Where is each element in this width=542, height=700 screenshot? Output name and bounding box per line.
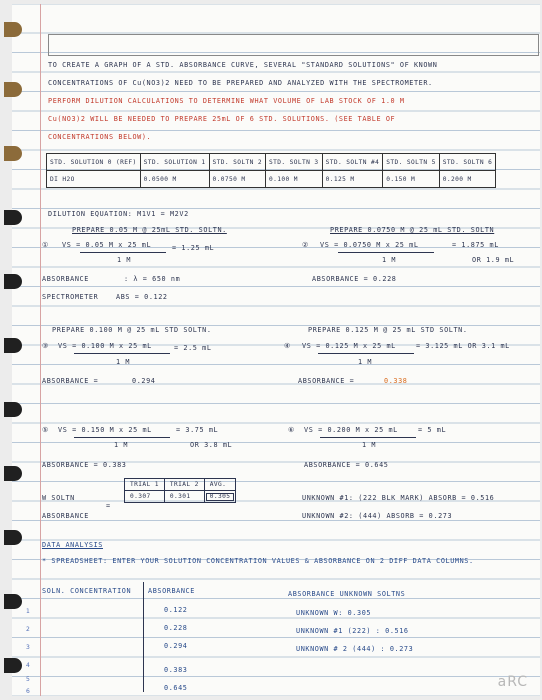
table-header-cell: STD. SOLTN #4 <box>322 154 383 171</box>
s2-prepare: PREPARE 0.0750 M @ 25 mL STD. SOLTN <box>330 226 495 234</box>
fraction-bar <box>74 437 170 438</box>
table-cell: 0.305 <box>204 491 236 503</box>
unknown-row: UNKNOWN #1 (222) : 0.516 <box>296 627 409 635</box>
absorbance-value: 0.645 <box>164 684 188 692</box>
absorbance-value: 0.383 <box>164 666 188 674</box>
absorbance-value: 0.294 <box>164 642 188 650</box>
s5-calc: VS = 0.150 M x 25 mL <box>58 426 152 434</box>
fraction-bar <box>338 252 434 253</box>
unknown-soltns-title: ABSORBANCE UNKNOWN SOLTNS <box>288 590 406 598</box>
s4-denominator: 1 M <box>358 358 373 366</box>
table-header-cell: STD. SOLTN 6 <box>439 154 496 171</box>
binder-hole <box>4 82 22 97</box>
table-header-cell: STD. SOLUTION 0 (REF) <box>47 154 141 171</box>
s4-absorbance-value: 0.338 <box>384 377 408 385</box>
trial-table <box>124 478 236 503</box>
fraction-bar <box>74 353 170 354</box>
s2-alt-result: OR 1.9 mL <box>472 256 515 264</box>
binder-hole <box>4 22 22 37</box>
intro-line-1: TO CREATE A GRAPH OF A STD. ABSORBANCE CURVE, SEVERAL "STANDARD SOLUTIONS" OF KNOWN <box>48 61 438 69</box>
s1-denominator: 1 M <box>117 256 132 264</box>
binder-hole <box>4 274 22 289</box>
s4-number: ④ <box>284 342 291 350</box>
s1-spectrometer-label: SPECTROMETER <box>42 293 99 301</box>
s3-calc: VS = 0.100 M x 25 mL <box>58 342 152 350</box>
unknown-row: UNKNOWN W: 0.305 <box>296 609 372 617</box>
s5-denominator: 1 M <box>114 441 129 449</box>
table-cell: 0.301 <box>164 491 204 503</box>
s2-result: = 1.875 mL <box>452 241 499 249</box>
spreadsheet-row-number: 4 <box>26 662 30 669</box>
unknown-row: UNKNOWN # 2 (444) : 0.273 <box>296 645 414 653</box>
binder-hole <box>4 338 22 353</box>
w-absorbance-label: ABSORBANCE <box>42 512 89 520</box>
absorbance-value: 0.122 <box>164 606 188 614</box>
binder-hole <box>4 658 22 673</box>
s3-denominator: 1 M <box>116 358 131 366</box>
s1-result: = 1.25 mL <box>172 244 215 252</box>
column-header-concentration: SOLN. CONCENTRATION <box>42 587 132 595</box>
s2-denominator: 1 M <box>382 256 397 264</box>
table-header-cell: STD. SOLTN 5 <box>383 154 440 171</box>
spreadsheet-row-number: 6 <box>26 688 30 695</box>
s2-absorbance: ABSORBANCE = 0.228 <box>312 275 397 283</box>
s4-calc: VS = 0.125 M x 25 mL <box>302 342 396 350</box>
binder-hole <box>4 466 22 481</box>
s3-absorbance-value: 0.294 <box>132 377 156 385</box>
s6-number: ⑥ <box>288 426 295 434</box>
table-cell: 0.0750 M <box>209 171 266 188</box>
intro-line-4: Cu(NO3)2 WILL BE NEEDED TO PREPARE 25mL OF 6 STD. SOLUTIONS. (SEE TABLE OF <box>48 115 396 123</box>
s6-absorbance: ABSORBANCE = 0.645 <box>304 461 389 469</box>
intro-line-2: CONCENTRATIONS OF Cu(NO3)2 NEED TO BE PREPARED AND ANALYZED WITH THE SPECTROMETER. <box>48 79 433 87</box>
s1-prepare: PREPARE 0.05 M @ 25mL STD. SOLTN. <box>72 226 227 234</box>
binder-hole <box>4 146 22 161</box>
table-header-row <box>125 479 236 491</box>
table-header-cell: AVG. <box>204 479 236 491</box>
s5-number: ⑤ <box>42 426 49 434</box>
column-header-absorbance: ABSORBANCE <box>148 587 195 595</box>
table-cell: DI H2O <box>47 171 141 188</box>
equals-sign: = <box>106 502 111 510</box>
binder-hole <box>4 210 22 225</box>
s3-number: ③ <box>42 342 49 350</box>
table-row <box>125 491 236 503</box>
notebook-page <box>12 4 540 696</box>
s3-absorbance-label: ABSORBANCE = <box>42 377 99 385</box>
table-header-cell: STD. SOLUTION 1 <box>140 154 209 171</box>
table-header-cell: STD. SOLTN 3 <box>266 154 323 171</box>
table-header-cell: TRIAL 1 <box>125 479 165 491</box>
fraction-bar <box>318 353 414 354</box>
s6-denominator: 1 M <box>362 441 377 449</box>
binder-hole <box>4 402 22 417</box>
table-header-cell: STD. SOLTN 2 <box>209 154 266 171</box>
s2-calc: VS = 0.0750 M x 25 mL <box>320 241 419 249</box>
dilution-equation: DILUTION EQUATION: M1V1 = M2V2 <box>48 210 189 218</box>
spreadsheet-row-number: 2 <box>26 626 30 633</box>
w-soltn-label: W SOLTN <box>42 494 75 502</box>
s1-absorbance-label: ABSORBANCE <box>42 275 89 283</box>
column-divider <box>143 582 144 692</box>
s5-result: = 3.75 mL <box>176 426 219 434</box>
s6-calc: VS = 0.200 M x 25 mL <box>304 426 398 434</box>
s4-result: = 3.125 mL OR 3.1 mL <box>416 342 510 350</box>
table-cell: 0.200 M <box>439 171 496 188</box>
s1-calc: VS = 0.05 M x 25 mL <box>62 241 152 249</box>
fraction-bar <box>80 252 166 253</box>
absorbance-value: 0.228 <box>164 624 188 632</box>
s4-absorbance-label: ABSORBANCE = <box>298 377 355 385</box>
s1-wavelength: : λ = 650 nm <box>124 275 181 283</box>
table-cell: 0.307 <box>125 491 165 503</box>
standard-solutions-table <box>46 153 496 188</box>
table-cell: 0.0500 M <box>140 171 209 188</box>
table-cell: 0.125 M <box>322 171 383 188</box>
s5-absorbance: ABSORBANCE = 0.383 <box>42 461 127 469</box>
intro-line-5: CONCENTRATIONS BELOW). <box>48 133 152 141</box>
data-analysis-title: DATA ANALYSIS <box>42 541 103 549</box>
unknown-2-result: UNKNOWN #2: (444) ABSORB = 0.273 <box>302 512 453 520</box>
table-cell: 0.100 M <box>266 171 323 188</box>
intro-line-3: PERFORM DILUTION CALCULATIONS TO DETERMINE WHAT VOLUME OF LAB STOCK OF 1.0 M <box>48 97 405 105</box>
fraction-bar <box>320 437 416 438</box>
s6-result: = 5 mL <box>418 426 447 434</box>
binder-hole <box>4 530 22 545</box>
table-header-row <box>47 154 496 171</box>
s5-alt-result: OR 3.8 mL <box>190 441 233 449</box>
spreadsheet-row-number: 3 <box>26 644 30 651</box>
spreadsheet-row-number: 1 <box>26 608 30 615</box>
table-row <box>47 171 496 188</box>
binder-hole <box>4 594 22 609</box>
s1-abs-value: ABS = 0.122 <box>116 293 168 301</box>
watermark-logo: aRC <box>497 674 528 690</box>
margin-line <box>40 4 41 696</box>
spreadsheet-row-number: 5 <box>26 676 30 683</box>
s1-number: ① <box>42 241 49 249</box>
header-box <box>48 34 539 56</box>
unknown-1-result: UNKNOWN #1: (222 BLK MARK) ABSORB = 0.516 <box>302 494 495 502</box>
s2-number: ② <box>302 241 309 249</box>
table-cell: 0.150 M <box>383 171 440 188</box>
data-analysis-instruction: * SPREADSHEET: ENTER YOUR SOLUTION CONCENTRATION VALUES & ABSORBANCE ON 2 DIFF DATA COLUMNS. <box>42 557 474 565</box>
s4-prepare: PREPARE 0.125 M @ 25 mL STD SOLTN. <box>308 326 468 334</box>
s3-result: = 2.5 mL <box>174 344 212 352</box>
s3-prepare: PREPARE 0.100 M @ 25 mL STD SOLTN. <box>52 326 212 334</box>
table-header-cell: TRIAL 2 <box>164 479 204 491</box>
